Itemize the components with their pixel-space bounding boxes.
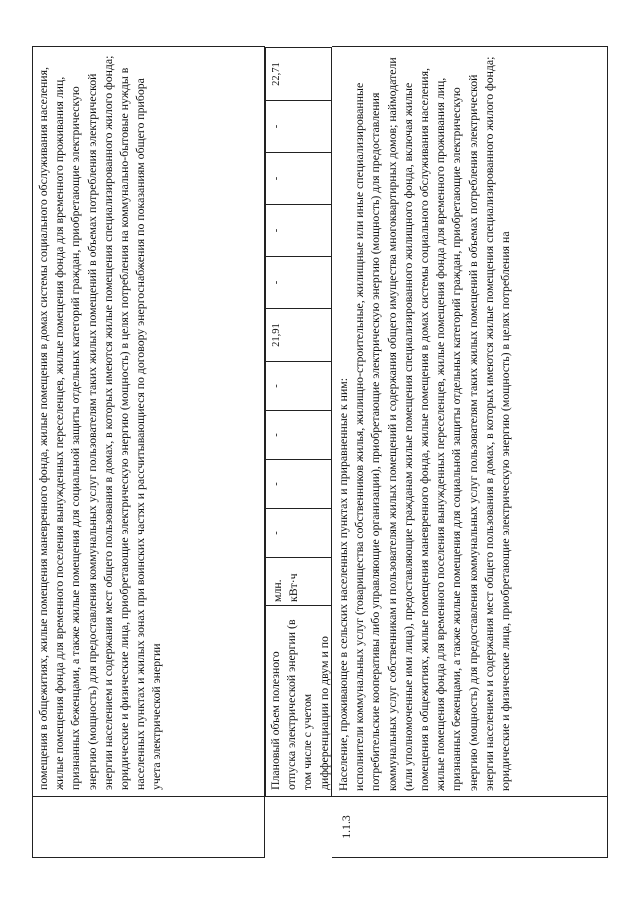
volume-value-cell <box>265 256 332 308</box>
volume-value-cell <box>265 204 332 256</box>
volume-value: - <box>271 482 282 486</box>
volume-value: - <box>271 280 282 285</box>
volume-value-cell <box>265 361 332 410</box>
top-section-text <box>32 46 265 858</box>
volume-value: - <box>271 384 282 388</box>
row-113-paragraph-3: юридические и физические лица, приобретающие электрическую энергию (мощность) в целях потребления на <box>498 231 513 791</box>
volume-value-cell <box>265 308 332 361</box>
volume-value-cell <box>265 152 332 204</box>
volume-value: 21,91 <box>271 323 282 347</box>
volume-value-cell <box>265 100 332 152</box>
top-paragraph-1: помещения в общежитиях, жилые помещения маневренного фонда, жилые помещения в домах системы социального обслуживания населения, жилые помещения фонда для временного поселения вынужденных переселенцев, жилые помещения фонда для временного проживания лиц, признанных беженцами, а также жилые помещения для социальной защиты отдельных категорий граждан, приобретающие электрическую энергию (мощность) для предоставления коммунальных услуг пользователям таких жилых помещений в объемах потребления электрической энергии населением и содержания мест общего пользования в домах, в которых имеются жилые помещения специализированного жилого фонда; <box>36 55 115 790</box>
volume-value-cell <box>265 508 332 557</box>
volume-value-cell <box>265 410 332 459</box>
row-113-text <box>332 46 608 797</box>
row-113-paragraph-1: Население, проживающее в сельских населенных пунктах и приравненные к ним: <box>336 377 350 791</box>
row-113-paragraph-2: исполнители коммунальных услуг (товарищества собственников жилья, жилищно-строительные, жилищные или иные специализированные потребительские кооперативы либо управляющие организации), приобретающие электрическую энергию (мощность) для предоставления коммунальных услуг собственникам и пользователям жилых помещений и содержания общего имущества многоквартирных домов; наймодатели (или уполномоченные ими лица), предоставляющие гражданам жилые помещения специализированного жилищного фонда, включая жилые помещения в общежитиях, жилые помещения маневренного фонда, жилые помещения в домах системы социального обслуживания населения, жилые помещения фонда для временного поселения вынужденных переселенцев, жилые помещения фонда для временного проживания лиц, признанных беженцами, а также жилые помещения для социальной защиты отдельных категорий граждан, приобретающие электрическую энергию (мощность) для предоставления коммунальных услуг пользователям таких жилых помещений в объемах потребления электрической энергии населением и содержания мест общего пользования в домах, в которых имеются жилые помещения специализированного жилого фонда; <box>352 56 496 791</box>
row-number-cell <box>332 796 608 858</box>
volume-value: 22,71 <box>271 62 282 86</box>
top-paragraph-2: юридические и физические лица, приобретающие электрическую энергию (мощность) в целях потребления на коммунально-бытовые нужды в населенных пунктах и жилых зонах при воинских частях и рассчитывающиеся по договору энергоснабжения по показаниям общего прибора учета электрической энергии <box>117 67 164 790</box>
top-number-column <box>32 796 265 858</box>
volume-value-cell <box>265 47 332 100</box>
volume-value: - <box>271 176 282 181</box>
volume-label-cell <box>265 605 332 797</box>
volume-unit-cell <box>265 557 332 605</box>
volume-unit: млн. кВт·ч <box>270 573 301 602</box>
volume-label: Плановый объем полезного отпуска электрической энергии (в том числе с учетом дифференциации по двум и по <box>268 619 331 790</box>
row-number: 1.1.3 <box>339 815 353 839</box>
rotated-table <box>32 47 608 857</box>
volume-value: - <box>271 124 282 129</box>
volume-value: - <box>271 531 282 535</box>
volume-value-cell <box>265 459 332 508</box>
volume-value: - <box>271 228 282 233</box>
volume-value: - <box>271 433 282 437</box>
